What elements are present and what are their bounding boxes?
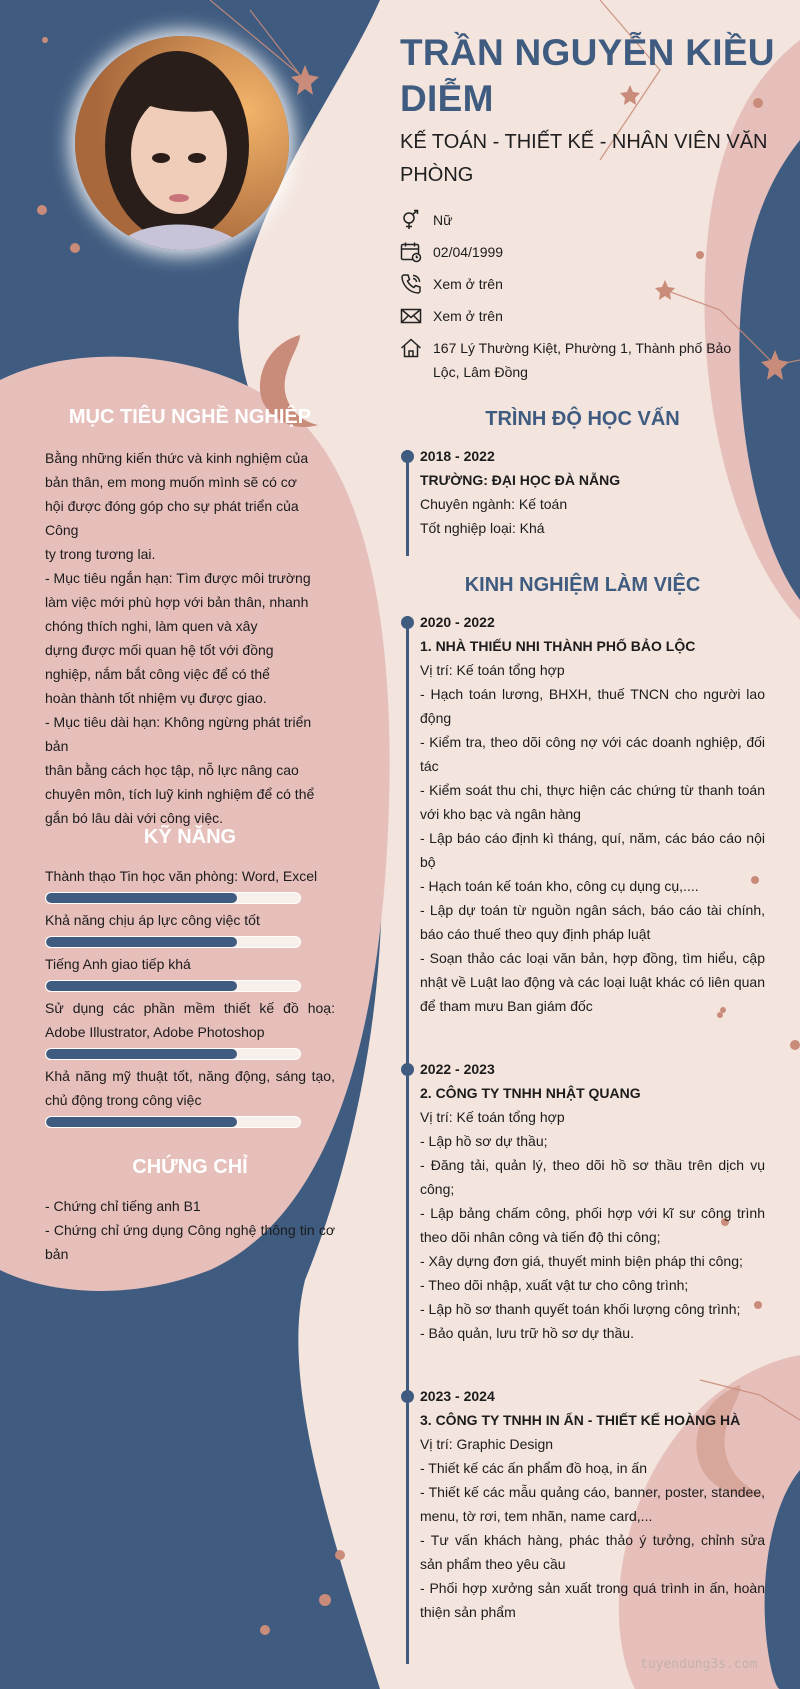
certificate-item: - Chứng chỉ tiếng anh B1 bbox=[45, 1198, 201, 1214]
skill-bar-fill bbox=[46, 981, 237, 991]
home-icon bbox=[400, 337, 422, 359]
entry-line: - Hạch toán lương, BHXH, thuế TNCN cho người lao động bbox=[420, 686, 765, 726]
education-timeline-line bbox=[406, 450, 409, 556]
objective-line: - Mục tiêu ngắn hạn: Tìm được môi trường bbox=[45, 570, 311, 586]
entry-org: TRƯỜNG: ĐẠI HỌC ĐÀ NẴNG bbox=[420, 472, 621, 488]
email-text: Xem ở trên bbox=[433, 308, 503, 324]
certificates-list bbox=[45, 1194, 335, 1266]
entry-line: - Soạn thảo các loại văn bản, hợp đồng, tìm hiểu, cập nhật về Luật lao động và các loại luật khác có liên quan để tham mưu Ban giám đốc bbox=[420, 950, 765, 1014]
timeline-dot bbox=[401, 616, 414, 629]
entry-line: - Hạch toán kế toán kho, công cụ dụng cụ,.... bbox=[420, 878, 699, 894]
entry-years: 2018 - 2022 bbox=[420, 448, 495, 464]
skill-bar-fill bbox=[46, 893, 237, 903]
objective-line: ty trong tương lai. bbox=[45, 546, 156, 562]
phone-row bbox=[400, 272, 760, 296]
education-entry bbox=[420, 444, 765, 540]
objective-text bbox=[45, 446, 335, 830]
objective-line: hoàn thành tốt nhiệm vụ được giao. bbox=[45, 690, 267, 706]
entry-org: 2. CÔNG TY TNHH NHẬT QUANG bbox=[420, 1085, 641, 1101]
entry-line: Vị trí: Kế toán tổng hợp bbox=[420, 662, 565, 678]
entry-line: - Lập báo cáo định kì tháng, quí, năm, các báo cáo nội bộ bbox=[420, 830, 765, 870]
birthday-text: 02/04/1999 bbox=[433, 244, 504, 260]
experience-entry bbox=[420, 1384, 765, 1624]
objective-line: chuyên môn, tích luỹ kinh nghiệm để có thể bbox=[45, 786, 315, 802]
objective-line: làm việc mới phù hợp với bản thân, nhanh bbox=[45, 594, 309, 610]
entry-line: - Lập hồ sơ dự thầu; bbox=[420, 1133, 548, 1149]
entry-line: - Lập hồ sơ thanh quyết toán khối lượng công trình; bbox=[420, 1301, 741, 1317]
objective-line: bản thân, em mong muốn mình sẽ có cơ bbox=[45, 474, 297, 490]
entry-line: - Bảo quản, lưu trữ hồ sơ dự thầu. bbox=[420, 1325, 634, 1341]
entry-line: - Kiểm tra, theo dõi công nợ với các doanh nghiệp, đối tác bbox=[420, 734, 765, 774]
certificates-title: CHỨNG CHỈ bbox=[132, 1156, 248, 1178]
skill-label: Sử dụng các phần mềm thiết kế đồ hoạ: Adobe Illustrator, Adobe Photoshop bbox=[45, 1000, 335, 1040]
education-title: TRÌNH ĐỘ HỌC VẤN bbox=[485, 408, 680, 430]
experience-entry bbox=[420, 1057, 765, 1345]
entry-line: - Theo dõi nhập, xuất vật tư cho công trình; bbox=[420, 1277, 689, 1293]
entry-years: 2022 - 2023 bbox=[420, 1061, 495, 1077]
experience-title: KINH NGHIỆM LÀM VIỆC bbox=[464, 574, 701, 596]
skill-bar bbox=[45, 892, 301, 904]
objective-line: gắn bó lâu dài với công việc. bbox=[45, 810, 224, 826]
entry-line: - Xây dựng đơn giá, thuyết minh biện pháp thi công; bbox=[420, 1253, 743, 1269]
gender-row bbox=[400, 208, 760, 232]
skill-bar bbox=[45, 980, 301, 992]
address-text: 167 Lý Thường Kiệt, Phường 1, Thành phố Bảo Lộc, Lâm Đồng bbox=[433, 340, 732, 380]
email-row bbox=[400, 304, 760, 328]
calendar-icon bbox=[400, 241, 422, 263]
profile-photo bbox=[75, 36, 289, 250]
skill-bar-fill bbox=[46, 937, 237, 947]
entry-line: - Lập bảng chấm công, phối hợp với kĩ sư công trình theo dõi nhân công và tiến độ thi công; bbox=[420, 1205, 765, 1245]
skill-item bbox=[45, 908, 335, 948]
objective-line: Bằng những kiến thức và kinh nghiệm của bbox=[45, 450, 309, 466]
objective-line: nghiệp, nắm bắt công việc để có thể bbox=[45, 666, 270, 682]
email-icon bbox=[400, 305, 422, 327]
birthday-row bbox=[400, 240, 760, 264]
objective-line: - Mục tiêu dài hạn: Không ngừng phát triển bản bbox=[45, 714, 312, 754]
skill-bar-fill bbox=[46, 1049, 237, 1059]
skill-item bbox=[45, 996, 335, 1060]
entry-years: 2020 - 2022 bbox=[420, 614, 495, 630]
skill-label: Tiếng Anh giao tiếp khá bbox=[45, 956, 191, 972]
entry-line: - Đăng tải, quản lý, theo dõi hồ sơ thầu trên dịch vụ công; bbox=[420, 1157, 765, 1197]
entry-org: 3. CÔNG TY TNHH IN ẤN - THIẾT KẾ HOÀNG HÀ bbox=[420, 1412, 741, 1428]
timeline-dot bbox=[401, 1390, 414, 1403]
objective-line: dựng được mối quan hệ tốt với đồng bbox=[45, 642, 274, 658]
certificate-item: - Chứng chỉ ứng dụng Công nghệ thông tin cơ bản bbox=[45, 1222, 335, 1262]
phone-text: Xem ở trên bbox=[433, 276, 503, 292]
entry-years: 2023 - 2024 bbox=[420, 1388, 495, 1404]
objective-line: hội được đóng góp cho sự phát triển của Công bbox=[45, 498, 299, 538]
entry-line: Tốt nghiệp loại: Khá bbox=[420, 520, 545, 536]
entry-line: Vị trí: Graphic Design bbox=[420, 1436, 554, 1452]
address-row bbox=[400, 336, 760, 384]
skills-title: KỸ NĂNG bbox=[143, 826, 237, 848]
skill-bar bbox=[45, 1116, 301, 1128]
phone-icon bbox=[400, 273, 422, 295]
entry-line: Chuyên ngành: Kế toán bbox=[420, 496, 568, 512]
timeline-dot bbox=[401, 1063, 414, 1076]
skill-item bbox=[45, 864, 335, 904]
timeline-dot bbox=[401, 450, 414, 463]
entry-line: - Kiểm soát thu chi, thực hiện các chứng từ thanh toán với kho bạc và ngân hàng bbox=[420, 782, 765, 822]
entry-line: - Tư vấn khách hàng, phác thảo ý tưởng, chỉnh sửa sản phẩm theo yêu cầu bbox=[420, 1532, 765, 1572]
objective-line: thân bằng cách học tập, nỗ lực nâng cao bbox=[45, 762, 299, 778]
skill-label: Khả năng mỹ thuật tốt, năng động, sáng tạo, chủ động trong công việc bbox=[45, 1068, 335, 1108]
skill-item bbox=[45, 1064, 335, 1128]
gender-icon bbox=[400, 209, 422, 231]
objective-title: MỤC TIÊU NGHỀ NGHIỆP bbox=[68, 406, 312, 428]
entry-org: 1. NHÀ THIẾU NHI THÀNH PHỐ BẢO LỘC bbox=[420, 638, 696, 654]
skill-bar bbox=[45, 936, 301, 948]
entry-line: - Lập dự toán từ nguồn ngân sách, báo cáo tài chính, báo cáo thuế theo quy định pháp luật bbox=[420, 902, 765, 942]
watermark: tuyendung3s.com bbox=[640, 1657, 758, 1672]
experience-timeline-line bbox=[406, 616, 409, 1664]
entry-line: Vị trí: Kế toán tổng hợp bbox=[420, 1109, 565, 1125]
skill-bar bbox=[45, 1048, 301, 1060]
gender-text: Nữ bbox=[433, 212, 453, 228]
experience-entry bbox=[420, 610, 765, 1018]
candidate-name: TRẦN NGUYỄN KIỀU DIỄM bbox=[400, 32, 775, 119]
entry-line: - Thiết kế các ấn phẩm đồ hoạ, in ấn bbox=[420, 1460, 647, 1476]
skill-bar-fill bbox=[46, 1117, 237, 1127]
job-title: KẾ TOÁN - THIẾT KẾ - NHÂN VIÊN VĂN PHÒNG bbox=[400, 131, 768, 186]
skill-item bbox=[45, 952, 335, 992]
skill-label: Thành thạo Tin học văn phòng: Word, Excel bbox=[45, 868, 318, 884]
skill-label: Khả năng chịu áp lực công việc tốt bbox=[45, 912, 260, 928]
entry-line: - Phối hợp xưởng sản xuất trong quá trình in ấn, hoàn thiện sản phẩm bbox=[420, 1580, 765, 1620]
objective-line: chóng thích nghi, làm quen và xây bbox=[45, 618, 258, 634]
entry-line: - Thiết kế các mẫu quảng cáo, banner, poster, standee, menu, tờ rơi, tem nhãn, name card,... bbox=[420, 1484, 765, 1524]
